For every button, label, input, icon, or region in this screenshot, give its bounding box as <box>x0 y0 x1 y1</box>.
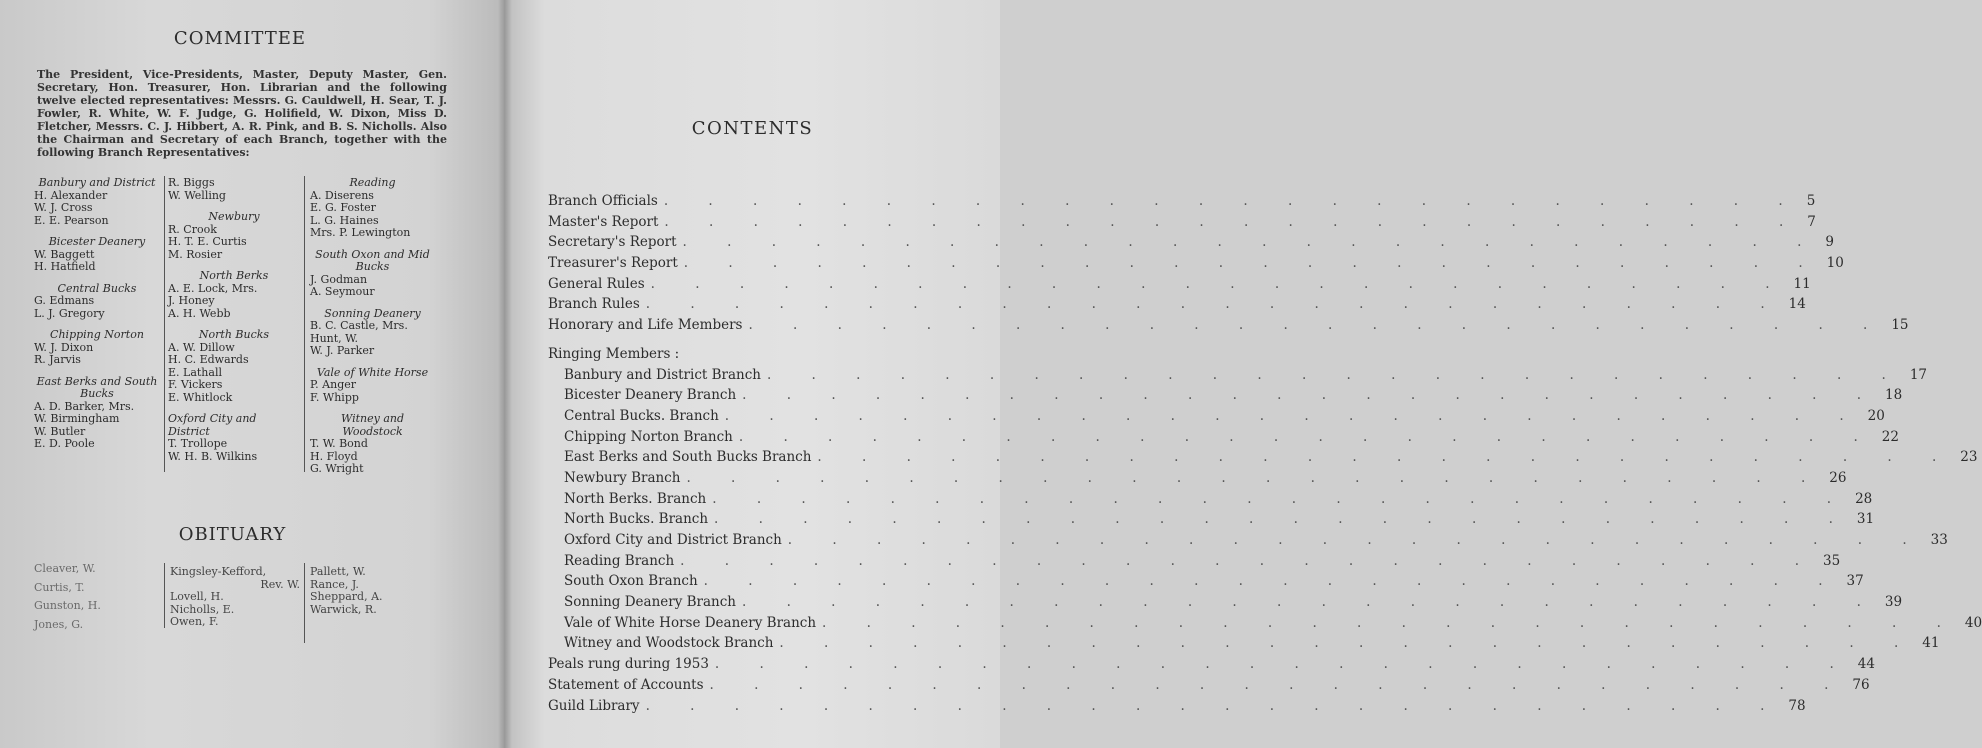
rep-name: T. W. Bond <box>310 437 368 450</box>
rep-name: E. D. Poole <box>34 437 95 450</box>
toc-leader-dots: . . . . . . . . . . . . . . . . . . . . . . . . . . <box>645 697 1783 714</box>
obituary-column-1 <box>34 563 101 637</box>
rep-name: A. H. Webb <box>168 306 231 320</box>
toc-entry <box>548 490 1873 512</box>
toc-leader-dots: . . . . . . . . . . . . . . . . . . . . . . . . . . <box>663 193 1801 209</box>
toc-entry-label: Reading Branch <box>564 552 675 569</box>
obituary-name: Nicholls, E. <box>170 602 235 616</box>
obituary-name: Curtis, T. <box>34 580 85 594</box>
toc-leader-dots: . . . . . . . . . . . . . . . . . . . . . . . . . . <box>766 366 1904 383</box>
rep-name: E. G. Foster <box>310 201 376 214</box>
committee-column-2 <box>168 177 300 463</box>
toc-entry <box>548 255 1844 276</box>
rep-name: A. W. Dillow <box>168 340 235 354</box>
toc-entry <box>548 511 1875 532</box>
toc-entry-label: North Bucks. Branch <box>564 511 709 528</box>
toc-entry <box>548 317 1909 338</box>
toc-entry-label: Branch Officials <box>548 193 658 209</box>
toc-entry <box>548 594 1903 615</box>
rep-name: A. E. Lock, Mrs. <box>168 281 258 295</box>
toc-entry <box>548 193 1816 214</box>
toc-page-number: 78 <box>1788 697 1806 714</box>
toc-entry <box>548 296 1806 317</box>
rep-name: E. Whitlock <box>168 390 233 404</box>
toc-entry <box>548 428 1899 450</box>
toc-page-number: 7 <box>1807 213 1816 230</box>
toc-entry <box>548 635 1940 656</box>
toc-leader-dots: . . . . . . . . . . . . . . . . . . . . . . . . . . <box>645 296 1783 313</box>
rep-name: W. J. Dixon <box>34 340 94 354</box>
contents-title: CONTENTS <box>691 118 814 139</box>
toc-leader-dots: . . . . . . . . . . . . . . . . . . . . . . . . . . <box>787 532 1925 548</box>
toc-page-number: 31 <box>1856 511 1875 528</box>
rep-name: H. Alexander <box>34 188 108 202</box>
rep-name: A. Diserens <box>310 188 374 202</box>
rep-name: G. Wright <box>310 462 364 475</box>
rep-name: A. D. Barker, Mrs. <box>34 399 135 413</box>
toc-entry-label: Newbury Branch <box>564 469 681 486</box>
rep-name: J. Honey <box>168 294 215 307</box>
obituary-column-3 <box>310 566 383 616</box>
toc-page-number: 33 <box>1930 532 1948 548</box>
toc-page-number: 26 <box>1829 469 1847 486</box>
toc-entry <box>548 234 1834 255</box>
ringing-members-heading: Ringing Members : <box>548 345 680 362</box>
branch-heading: South Oxon and Mid Bucks <box>315 247 430 273</box>
toc-page-number: 28 <box>1855 490 1873 507</box>
rep-name: Hunt, W. <box>310 331 359 345</box>
toc-entry <box>548 275 1811 297</box>
rep-name: W. Birmingham <box>34 412 120 425</box>
toc-leader-dots: . . . . . . . . . . . . . . . . . . . . . . . . . . <box>748 317 1886 334</box>
toc-leader-dots: . . . . . . . . . . . . . . . . . . . . . . . . . . <box>724 407 1862 424</box>
toc-page-number: 5 <box>1806 193 1816 209</box>
rep-name: W. J. Parker <box>310 344 375 357</box>
toc-page-number: 14 <box>1788 296 1806 313</box>
rep-name: B. C. Castle, Mrs. <box>310 319 408 332</box>
branch-heading: North Berks <box>199 269 269 282</box>
obituary-name: Gunston, H. <box>34 599 101 612</box>
obituary-name: Cleaver, W. <box>34 562 96 575</box>
toc-leader-dots: . . . . . . . . . . . . . . . . . . . . . . . . . . <box>714 656 1852 673</box>
toc-leader-dots: . . . . . . . . . . . . . . . . . . . . . . . . . . <box>742 387 1880 404</box>
rep-name: H. T. E. Curtis <box>168 235 247 248</box>
obituary-name: Lovell, H. <box>170 590 224 603</box>
toc-page-number: 39 <box>1884 594 1903 611</box>
toc-entry <box>548 614 1982 636</box>
table-of-contents <box>548 193 1982 718</box>
branch-heading: Witney and Woodstock <box>340 412 405 438</box>
toc-entry <box>548 697 1806 719</box>
rep-name: W. J. Cross <box>34 201 93 214</box>
rep-name: P. Anger <box>310 378 357 391</box>
rep-name: H. Hatfield <box>34 260 96 273</box>
rep-name: A. Seymour <box>310 285 375 298</box>
toc-entry <box>548 573 1864 594</box>
rep-name: R. Jarvis <box>34 353 81 366</box>
toc-entry-label: Central Bucks. Branch <box>564 407 719 424</box>
toc-leader-dots: . . . . . . . . . . . . . . . . . . . . . . . . . . <box>680 552 1818 569</box>
toc-leader-dots: . . . . . . . . . . . . . . . . . . . . . . . . . . <box>742 594 1879 611</box>
toc-entry-label: Vale of White Horse Deanery Branch <box>564 614 817 631</box>
obituary-name: Owen, F. <box>170 615 219 628</box>
branch-heading: East Berks and South Bucks <box>36 374 158 400</box>
branch-heading: Central Bucks <box>57 281 137 295</box>
toc-entry-label: Banbury and District Branch <box>564 366 761 383</box>
rep-name: H. C. Edwards <box>168 353 249 366</box>
toc-entry-label: Master's Report <box>548 213 659 230</box>
committee-intro: The President, Vice-Presidents, Master, Deputy Master, Gen. Secretary, Hon. Treasurer, Hon. Librarian and the following twelve elected representatives: Messrs. G. Cauldwell, H. Sear, T. J. Fowler, R. White, W. F. Judge, G. Holifield, W. Dixon, Miss D. Fletcher, Messrs. C. J. Hibbert, A. R. Pink, and B. S. Nicholls. Also the Chairman and Secretary of each Branch, together with the following Branch Representatives: <box>37 68 447 159</box>
toc-leader-dots: . . . . . . . . . . . . . . . . . . . . . . . . . . <box>817 449 1955 466</box>
toc-entry-label: Chipping Norton Branch <box>564 428 733 445</box>
toc-page-number: 20 <box>1867 407 1885 424</box>
rep-name: W. Baggett <box>34 247 95 261</box>
toc-entry-label: General Rules <box>548 275 645 292</box>
toc-leader-dots: . . . . . . . . . . . . . . . . . . . . . . . . . . <box>683 255 1821 272</box>
toc-entry <box>548 407 1885 429</box>
toc-entry-label: Branch Rules <box>548 296 640 313</box>
toc-page-number: 11 <box>1793 275 1811 292</box>
column-divider <box>304 176 305 472</box>
toc-entry <box>548 656 1875 677</box>
committee-column-1 <box>34 177 160 451</box>
rep-name: Mrs. P. Lewington <box>310 226 411 239</box>
obituary-name: Jones, G. <box>34 617 84 631</box>
toc-entry-label: Oxford City and District Branch <box>564 532 782 548</box>
toc-entry-label: North Berks. Branch <box>564 490 707 507</box>
obituary-column-2 <box>170 566 302 629</box>
toc-page-number: 9 <box>1825 234 1834 251</box>
rep-name: W. H. B. Wilkins <box>168 449 258 463</box>
toc-entry-label: Secretary's Report <box>548 234 677 251</box>
book-gutter <box>498 0 512 748</box>
obituary-name: Rance, J. <box>310 577 359 591</box>
obituary-name: Warwick, R. <box>310 602 377 616</box>
toc-entry <box>548 676 1870 698</box>
toc-page-number: 23 <box>1960 449 1978 466</box>
toc-entry <box>548 387 1903 408</box>
toc-entry-label: Treasurer's Report <box>548 255 678 272</box>
rep-name: L. G. Haines <box>310 213 379 227</box>
rep-name: W. Welling <box>168 188 226 202</box>
rep-name: H. Floyd <box>310 449 358 463</box>
column-divider <box>304 563 305 643</box>
toc-leader-dots: . . . . . . . . . . . . . . . . . . . . . . . . . . <box>664 213 1802 230</box>
toc-leader-dots: . . . . . . . . . . . . . . . . . . . . . . . . . . <box>779 635 1917 652</box>
toc-page-number: 18 <box>1885 387 1903 404</box>
obituary-name: Sheppard, A. <box>310 590 383 603</box>
toc-page-number: 10 <box>1826 255 1844 272</box>
obituary-title: OBITUARY <box>178 524 287 545</box>
toc-page-number: 17 <box>1909 366 1928 383</box>
rep-name: L. J. Gregory <box>34 306 105 320</box>
committee-title: COMMITTEE <box>173 28 307 49</box>
toc-leader-dots: . . . . . . . . . . . . . . . . . . . . . . . . . . <box>650 275 1788 292</box>
branch-heading: North Bucks <box>198 328 270 341</box>
toc-entry <box>548 552 1841 574</box>
branch-heading: Vale of White Horse <box>316 365 429 379</box>
obituary-name: Kingsley-Kefford, <box>170 565 267 578</box>
rep-name: R. Crook <box>168 222 217 236</box>
toc-entry-label: Honorary and Life Members <box>548 317 743 334</box>
toc-entry-label: South Oxon Branch <box>564 573 698 590</box>
column-divider <box>164 176 165 472</box>
toc-page-number: 76 <box>1852 676 1870 693</box>
toc-page-number: 44 <box>1857 656 1875 673</box>
toc-entry-label: Guild Library <box>548 697 640 714</box>
rep-name: F. Vickers <box>168 378 223 391</box>
branch-heading: Chipping Norton <box>50 328 144 341</box>
toc-entry-label: Peals rung during 1953 <box>548 656 709 673</box>
branch-heading: Sonning Deanery <box>324 306 421 320</box>
toc-leader-dots: . . . . . . . . . . . . . . . . . . . . . . . . . . <box>686 469 1824 486</box>
toc-entry-label: Witney and Woodstock Branch <box>564 635 774 652</box>
toc-entry <box>548 366 1928 388</box>
toc-leader-dots: . . . . . . . . . . . . . . . . . . . . . . . . . . <box>709 676 1847 693</box>
rep-name: F. Whipp <box>310 390 359 404</box>
toc-leader-dots: . . . . . . . . . . . . . . . . . . . . . . . . . . <box>712 490 1850 507</box>
toc-leader-dots: . . . . . . . . . . . . . . . . . . . . . . . . . . <box>703 573 1841 590</box>
toc-entry <box>548 532 1948 553</box>
toc-leader-dots: . . . . . . . . . . . . . . . . . . . . . . . . . . <box>682 234 1820 251</box>
rep-name: J. Godman <box>310 272 368 286</box>
toc-entry <box>548 213 1816 235</box>
branch-heading: Newbury <box>208 210 260 223</box>
rep-name: E. E. Pearson <box>34 213 109 227</box>
obituary-name-cont: Rev. W. <box>260 577 300 591</box>
committee-column-3 <box>310 177 435 476</box>
toc-leader-dots: . . . . . . . . . . . . . . . . . . . . . . . . . . <box>738 428 1876 445</box>
toc-entry-label: Sonning Deanery Branch <box>564 594 736 611</box>
obituary-name: Pallett, W. <box>310 565 366 578</box>
toc-entry <box>548 469 1847 491</box>
toc-entry-label: East Berks and South Bucks Branch <box>564 449 812 466</box>
rep-name: R. Biggs <box>168 176 215 189</box>
toc-page-number: 40 <box>1964 614 1982 631</box>
branch-heading: Reading <box>349 176 396 189</box>
toc-entry-label: Statement of Accounts <box>548 676 704 693</box>
branch-heading: Oxford City and District <box>168 412 257 438</box>
toc-page-number: 15 <box>1891 317 1909 334</box>
toc-entry-label: Bicester Deanery Branch <box>564 387 737 404</box>
toc-page-number: 41 <box>1922 635 1940 652</box>
rep-name: W. Butler <box>34 424 86 438</box>
toc-leader-dots: . . . . . . . . . . . . . . . . . . . . . . . . . . <box>822 614 1959 631</box>
column-divider <box>164 563 165 628</box>
toc-page-number: 22 <box>1881 428 1899 445</box>
toc-page-number: 37 <box>1846 573 1864 590</box>
rep-name: E. Lathall <box>168 365 222 379</box>
rep-name: T. Trollope <box>168 437 228 450</box>
rep-name: M. Rosier <box>168 247 223 261</box>
branch-heading: Bicester Deanery <box>48 235 146 248</box>
branch-heading: Banbury and District <box>38 176 156 189</box>
toc-leader-dots: . . . . . . . . . . . . . . . . . . . . . . . . . . <box>714 511 1851 528</box>
toc-page-number: 35 <box>1823 552 1841 569</box>
toc-entry <box>548 449 1978 470</box>
rep-name: G. Edmans <box>34 294 95 307</box>
